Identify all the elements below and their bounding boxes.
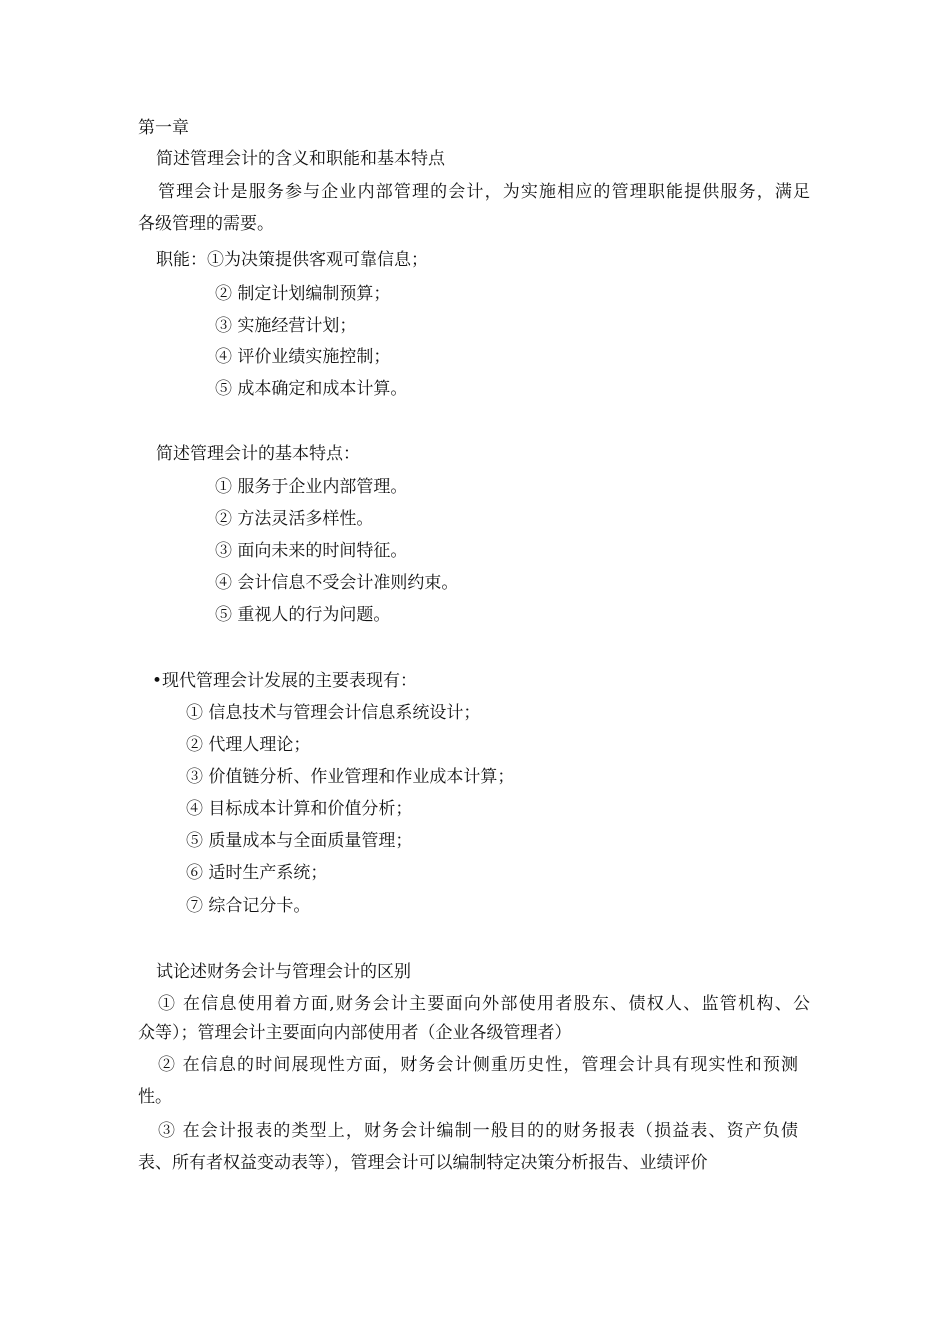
feature-item: ① 服务于企业内部管理。	[215, 477, 408, 497]
development-item: ⑤ 质量成本与全面质量管理；	[186, 831, 413, 851]
difference-p1-line1: ① 在信息使用着方面,财务会计主要面向外部使用者股东、债权人、监管机构、公	[158, 994, 810, 1014]
function-item: ② 制定计划编制预算；	[215, 284, 391, 304]
section3-heading: •现代管理会计发展的主要表现有：	[152, 671, 418, 691]
feature-item: ③ 面向未来的时间特征。	[215, 541, 408, 561]
chapter-title: 第一章	[138, 118, 189, 138]
difference-p1-line2: 众等）；管理会计主要面向内部使用者（企业各级管理者）	[138, 1023, 572, 1043]
feature-item: ② 方法灵活多样性。	[215, 509, 374, 529]
difference-p3-line2: 表、所有者权益变动表等），管理会计可以编制特定决策分析报告、业绩评价	[138, 1153, 708, 1173]
development-item: ④ 目标成本计算和价值分析；	[186, 799, 413, 819]
difference-p3-line1: ③ 在会计报表的类型上，财务会计编制一般目的的财务报表（损益表、资产负债	[158, 1121, 798, 1141]
functions-intro: 职能：①为决策提供客观可靠信息；	[156, 250, 428, 270]
feature-item: ⑤ 重视人的行为问题。	[215, 605, 391, 625]
difference-p2-line1: ② 在信息的时间展现性方面，财务会计侧重历史性，管理会计具有现实性和预测	[158, 1055, 798, 1075]
development-item: ⑦ 综合记分卡。	[186, 896, 311, 916]
function-item: ⑤ 成本确定和成本计算。	[215, 379, 408, 399]
development-item: ③ 价值链分析、作业管理和作业成本计算；	[186, 767, 515, 787]
development-item: ⑥ 适时生产系统；	[186, 863, 328, 883]
function-item: ③ 实施经营计划；	[215, 316, 357, 336]
development-item: ① 信息技术与管理会计信息系统设计；	[186, 703, 481, 723]
development-item: ② 代理人理论；	[186, 735, 311, 755]
section1-heading: 简述管理会计的含义和职能和基本特点	[156, 149, 445, 169]
section1-definition-line1: 管理会计是服务参与企业内部管理的会计，为实施相应的管理职能提供服务，满足	[158, 182, 810, 202]
section1-definition-line2: 各级管理的需要。	[138, 214, 274, 234]
function-item: ④ 评价业绩实施控制；	[215, 347, 391, 367]
feature-item: ④ 会计信息不受会计准则约束。	[215, 573, 459, 593]
difference-p2-line2: 性。	[138, 1087, 172, 1107]
section4-heading: 试论述财务会计与管理会计的区别	[156, 962, 411, 982]
section2-heading: 简述管理会计的基本特点：	[156, 444, 360, 464]
